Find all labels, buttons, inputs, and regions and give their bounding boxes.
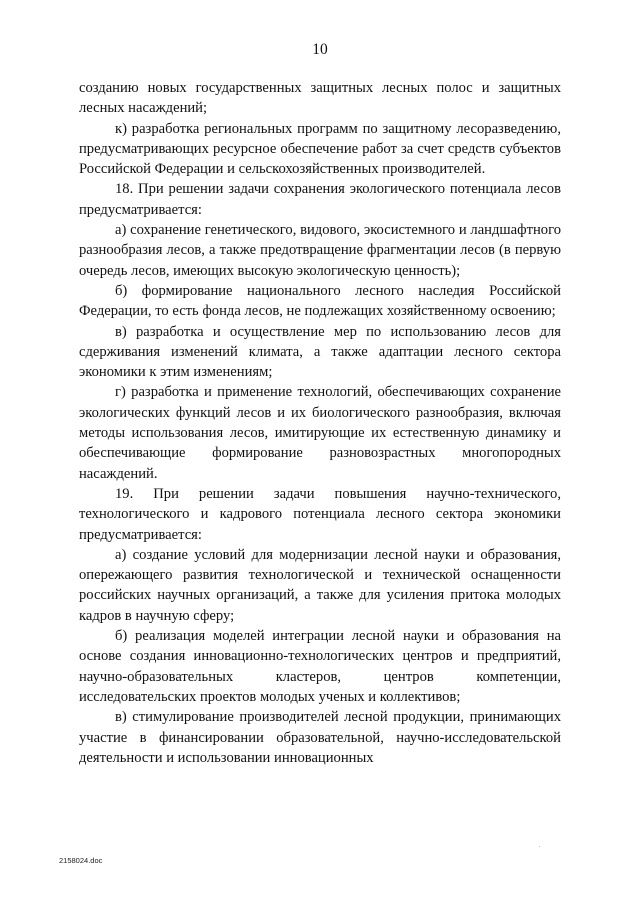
paragraph: б) реализация моделей интеграции лесной науки и образования на основе создания инновационно-технологических центров и предприятий, научно-образовательных кластеров, центров компетенции, исследовательских проектов молодых ученых и коллективов; [79,628,561,705]
paragraph: б) формирование национального лесного наследия Российской Федерации, то есть фонда лесов, не подлежащих хозяйственному освоению; [79,282,561,320]
paragraph: созданию новых государственных защитных лесных полос и защитных лесных насаждений; [79,80,561,117]
paragraph: в) стимулирование производителей лесной продукции, принимающих участие в финансировании образовательной, научно-исследовательской деятельности и использовании инновационных [79,709,561,766]
document-body [79,78,561,768]
paragraph: в) разработка и осуществление мер по использованию лесов для сдерживания изменений климата, а также адаптации лесного сектора экономики к этим изменениям; [79,323,561,381]
page-number: 10 [312,41,328,58]
paragraph: 19. При решении задачи повышения научно-технического, технологического и кадрового потенциала лесного сектора экономики предусматривается: [79,485,561,543]
paragraph: а) создание условий для модернизации лесной науки и образования, опережающего развития технологической и технической оснащенности российских научных организаций, а также для усиления притока молодых кадров в научную сферу; [79,546,561,624]
paragraph: 18. При решении задачи сохранения экологического потенциала лесов предусматривается: [79,181,561,218]
paragraph: а) сохранение генетического, видового, экосистемного и ландшафтного разнообразия лесов, а также предотвращение фрагментации лесов (в первую очередь лесов, имеющих высокую экологическую ценность); [79,222,561,279]
footer-filename: 2158024.doc [59,856,103,865]
scan-speck [539,846,540,847]
paragraph: к) разработка региональных программ по защитному лесоразведению, предусматривающих ресурсное обеспечение работ за счет средств субъектов Российской Федерации и сельскохозяйственных производителей. [79,120,561,178]
paragraph: г) разработка и применение технологий, обеспечивающих сохранение экологических функций лесов и их биологического разнообразия, включая методы использования лесов, имитирующие их естественную динамику и обеспечивающие формирование разновозрастных многопородных насаждений. [79,384,561,482]
